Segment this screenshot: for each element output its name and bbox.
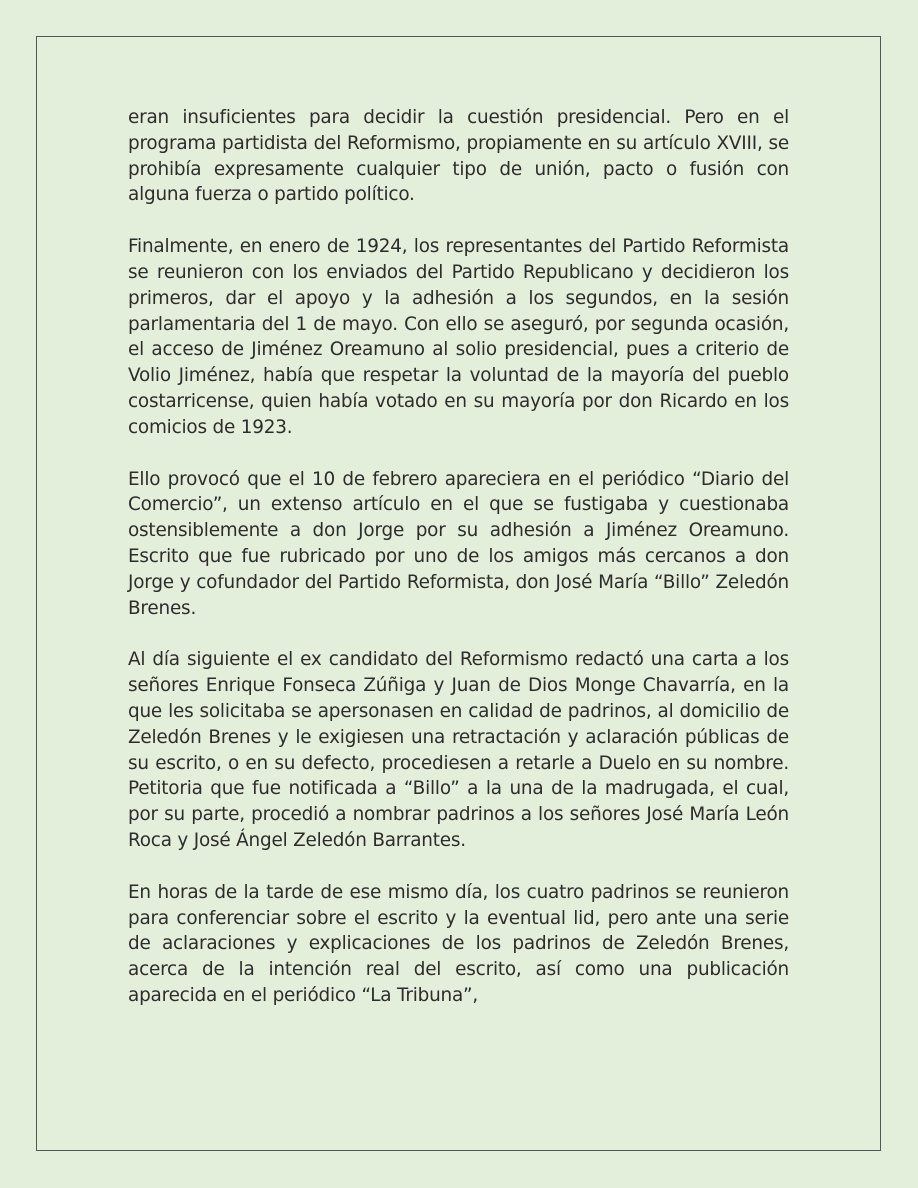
paragraph-1: eran insuficientes para decidir la cuestión presidencial. Pero en el programa partidista del Reformismo, propiamente en su artículo XVIII, se prohibía expresamente cualquier tipo de unión, pacto o fusión con alguna fuerza o partido político.	[128, 107, 789, 206]
paragraph-4: Al día siguiente el ex candidato del Reformismo redactó una carta a los señores Enrique Fonseca Zúñiga y Juan de Dios Monge Chavarría, en la que les solicitaba se apersonasen en calidad de padrinos, al domicilio de Zeledón Brenes y le exigiesen una retractación y aclaración públicas de su escrito, o en su defecto, procediesen a retarle a Duelo en su nombre. Petitoria que fue notificada a “Billo” a la una de la madrugada, el cual, por su parte, procedió a nombrar padrinos a los señores José María León Roca y José Ángel Zeledón Barrantes.	[128, 649, 789, 851]
document-body	[128, 105, 789, 1035]
paragraph-5: En horas de la tarde de ese mismo día, los cuatro padrinos se reunieron para conferenciar sobre el escrito y la eventual lid, pero ante una serie de aclaraciones y explicaciones de los padrinos de Zeledón Brenes, acerca de la intención real del escrito, así como una publicación aparecida en el periódico “La Tribuna”,	[128, 881, 789, 1006]
paragraph-3: Ello provocó que el 10 de febrero apareciera en el periódico “Diario del Comercio”, un extenso artículo en el que se fustigaba y cuestionaba ostensiblemente a don Jorge por su adhesión a Jiménez Oreamuno. Escrito que fue rubricado por uno de los amigos más cercanos a don Jorge y cofundador del Partido Reformista, don José María “Billo” Zeledón Brenes.	[128, 468, 789, 619]
paragraph-2: Finalmente, en enero de 1924, los representantes del Partido Reformista se reunieron con los enviados del Partido Republicano y decidieron los primeros, dar el apoyo y la adhesión a los segundos, en la sesión parlamentaria del 1 de mayo. Con ello se aseguró, por segunda ocasión, el acceso de Jiménez Oreamuno al solio presidencial, pues a criterio de Volio Jiménez, había que respetar la voluntad de la mayoría del pueblo costarricense, quien había votado en su mayoría por don Ricardo en los comicios de 1923.	[128, 236, 789, 438]
